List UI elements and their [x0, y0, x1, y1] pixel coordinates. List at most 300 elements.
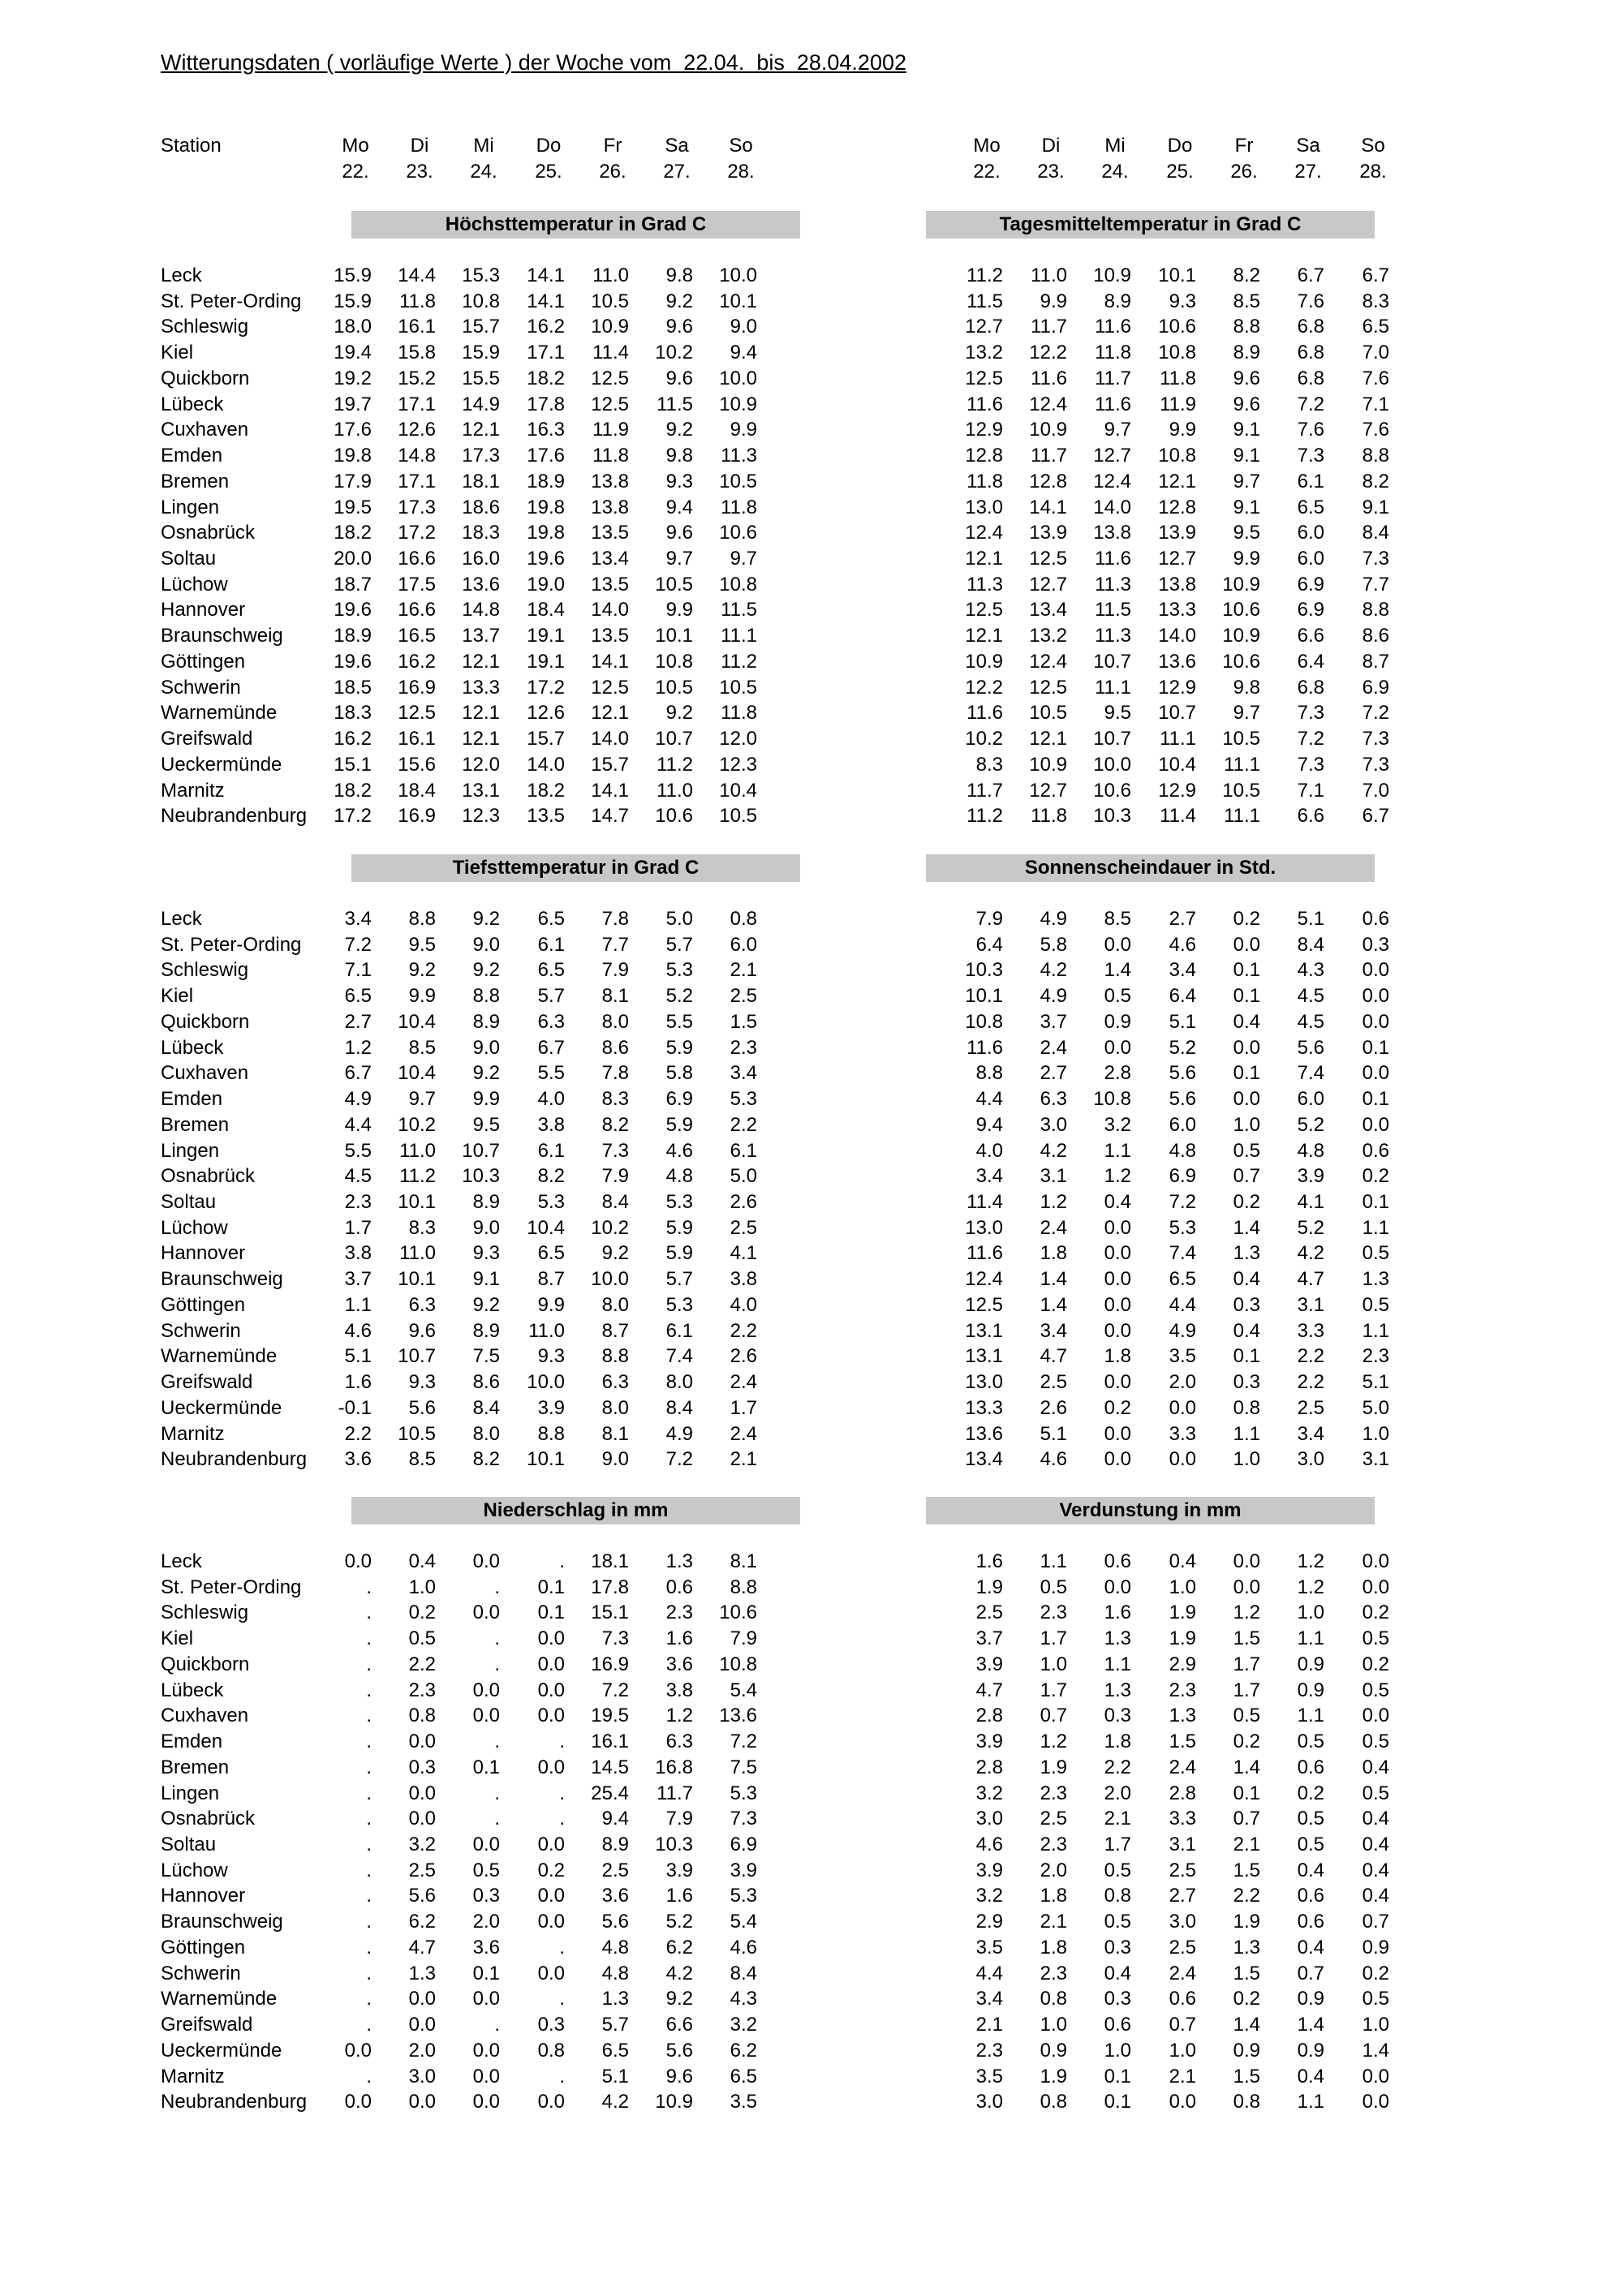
table-cell: 8.0 — [601, 1396, 629, 1419]
table-cell: 5.0 — [730, 1165, 757, 1188]
table-cell: 16.1 — [398, 316, 436, 338]
table-cell: 0.0 — [408, 2014, 436, 2036]
table-cell: 1.5 — [1233, 1962, 1260, 1984]
station-name: Cuxhaven — [161, 1062, 249, 1085]
table-cell: 4.9 — [1169, 1319, 1196, 1342]
table-cell: 11.9 — [1160, 393, 1196, 415]
table-cell: 10.1 — [965, 985, 1003, 1008]
table-cell: 0.1 — [537, 1576, 565, 1598]
day-header: Fr — [1234, 135, 1254, 157]
table-cell: 10.0 — [719, 367, 757, 389]
table-cell: 13.9 — [1158, 522, 1196, 544]
table-cell: 9.3 — [537, 1345, 565, 1368]
table-cell: 2.2 — [730, 1113, 757, 1136]
table-cell: 2.3 — [1040, 1834, 1067, 1856]
day-header: Mo — [342, 135, 369, 157]
table-cell: 11.8 — [721, 496, 757, 518]
table-cell: 0.0 — [472, 1602, 500, 1624]
table-cell: 13.0 — [965, 1216, 1003, 1239]
table-cell: 0.5 — [1362, 1782, 1389, 1804]
table-cell: 16.5 — [398, 625, 436, 647]
table-cell: 5.6 — [1169, 1088, 1196, 1111]
table-cell: 10.5 — [719, 805, 757, 828]
station-name: Emden — [161, 1088, 223, 1111]
table-cell: 2.2 — [344, 1422, 372, 1445]
table-cell: 1.1 — [1362, 1319, 1389, 1342]
table-cell: 0.1 — [1233, 1782, 1260, 1804]
table-cell: 18.2 — [334, 522, 372, 544]
table-cell: 4.4 — [975, 1962, 1003, 1984]
table-cell: 10.1 — [527, 1448, 565, 1471]
date-header: 24. — [1101, 161, 1129, 183]
table-cell: 5.4 — [730, 1911, 757, 1933]
table-cell: 8.2 — [537, 1165, 565, 1188]
station-name: Soltau — [161, 1834, 217, 1856]
date-header: 25. — [535, 161, 562, 183]
station-name: Göttingen — [161, 650, 246, 673]
table-cell: 1.7 — [1104, 1834, 1131, 1856]
table-cell: 11.7 — [1031, 445, 1067, 467]
table-cell: 12.0 — [719, 728, 757, 750]
table-cell: 7.3 — [1297, 445, 1324, 467]
table-cell: 16.2 — [398, 650, 436, 673]
table-cell: 1.0 — [1169, 1576, 1196, 1598]
table-cell: 10.0 — [1093, 753, 1131, 776]
table-cell: 10.9 — [655, 2091, 693, 2113]
table-cell: 0.9 — [1233, 2039, 1260, 2062]
table-cell: 7.6 — [1362, 419, 1389, 441]
table-cell: 1.0 — [1104, 2039, 1131, 2062]
table-cell: 1.4 — [1233, 1756, 1260, 1778]
table-cell: 18.4 — [527, 599, 565, 621]
table-cell: 1.5 — [1233, 1627, 1260, 1650]
table-cell: 12.4 — [1029, 393, 1067, 415]
table-cell: 8.3 — [601, 1088, 629, 1111]
table-cell: 2.3 — [1040, 1602, 1067, 1624]
table-cell: 18.3 — [334, 702, 372, 724]
table-cell: 10.0 — [527, 1371, 565, 1394]
table-cell: 6.9 — [1297, 599, 1324, 621]
table-cell: 9.2 — [472, 959, 500, 982]
table-cell: 4.6 — [665, 1139, 693, 1162]
table-cell: 4.4 — [344, 1113, 372, 1136]
table-cell: 12.4 — [965, 1268, 1003, 1291]
table-cell: 13.0 — [965, 496, 1003, 518]
table-cell: 5.6 — [665, 2039, 693, 2062]
table-cell: 11.6 — [966, 702, 1003, 724]
table-cell: 0.0 — [1362, 985, 1389, 1008]
table-cell: 1.3 — [1169, 1705, 1196, 1727]
table-cell: 5.3 — [730, 1782, 757, 1804]
table-cell: 11.2 — [657, 753, 693, 776]
table-cell: 1.8 — [1040, 1936, 1067, 1958]
station-header: Station — [161, 135, 222, 157]
table-cell: 0.0 — [1362, 1705, 1389, 1727]
table-cell: 6.7 — [344, 1062, 372, 1085]
station-name: St. Peter-Ording — [161, 933, 302, 956]
table-cell: 10.1 — [655, 625, 693, 647]
table-cell: 8.0 — [665, 1371, 693, 1394]
table-cell: 18.0 — [334, 316, 372, 338]
table-cell: 11.4 — [592, 342, 629, 364]
station-name: Warnemünde — [161, 1345, 278, 1368]
table-cell: 4.6 — [1040, 1448, 1067, 1471]
table-cell: 3.1 — [1297, 1293, 1324, 1316]
table-cell: 5.1 — [1297, 908, 1324, 930]
table-cell: 0.0 — [1104, 1371, 1131, 1394]
table-cell: 19.8 — [527, 496, 565, 518]
station-name: Neubrandenburg — [161, 2091, 308, 2113]
table-cell: 9.6 — [665, 522, 693, 544]
table-cell: 8.0 — [472, 1422, 500, 1445]
station-name: Braunschweig — [161, 1268, 283, 1291]
table-cell: 4.1 — [1297, 1191, 1324, 1214]
table-cell: 0.6 — [665, 1576, 693, 1598]
table-cell: 0.2 — [1233, 908, 1260, 930]
table-cell: 6.8 — [1297, 676, 1324, 699]
table-cell: 17.3 — [398, 496, 436, 518]
table-cell: 0.0 — [408, 1988, 436, 2010]
table-cell: 2.6 — [1040, 1396, 1067, 1419]
table-cell: 1.3 — [1104, 1679, 1131, 1701]
station-name: Quickborn — [161, 1653, 250, 1675]
table-cell: 11.0 — [657, 779, 693, 802]
table-cell: 3.1 — [1040, 1165, 1067, 1188]
table-cell: 11.7 — [966, 779, 1003, 802]
table-cell: 0.0 — [472, 2091, 500, 2113]
table-cell: 9.8 — [665, 445, 693, 467]
table-cell: 9.7 — [408, 1088, 436, 1111]
table-cell: 14.8 — [462, 599, 500, 621]
table-cell: 0.1 — [1233, 985, 1260, 1008]
table-cell: 5.7 — [665, 1268, 693, 1291]
table-cell: 8.5 — [408, 1036, 436, 1059]
table-cell: 8.9 — [1104, 290, 1131, 312]
table-cell: 3.9 — [665, 1859, 693, 1881]
table-cell: 11.0 — [1031, 264, 1067, 286]
table-cell: 3.2 — [975, 1885, 1003, 1907]
table-cell: 12.9 — [965, 419, 1003, 441]
table-cell: 9.8 — [1233, 676, 1260, 699]
table-cell: . — [366, 1653, 372, 1675]
table-cell: 0.4 — [1362, 1859, 1389, 1881]
table-cell: 3.3 — [1297, 1319, 1324, 1342]
table-cell: 10.8 — [1158, 342, 1196, 364]
table-cell: 25.4 — [591, 1782, 629, 1804]
table-cell: 12.3 — [719, 753, 757, 776]
table-cell: 2.5 — [975, 1602, 1003, 1624]
table-cell: 0.0 — [344, 1550, 372, 1572]
table-cell: 13.7 — [462, 625, 500, 647]
table-cell: 0.2 — [408, 1602, 436, 1624]
table-cell: 5.7 — [665, 933, 693, 956]
table-cell: 0.0 — [537, 1653, 565, 1675]
table-cell: 3.9 — [975, 1653, 1003, 1675]
table-cell: 0.6 — [1297, 1756, 1324, 1778]
table-cell: 17.8 — [527, 393, 565, 415]
table-cell: 0.0 — [408, 2091, 436, 2113]
table-cell: 15.9 — [462, 342, 500, 364]
table-cell: 1.8 — [1040, 1885, 1067, 1907]
table-cell: 0.4 — [1233, 1268, 1260, 1291]
table-cell: 19.5 — [591, 1705, 629, 1727]
station-name: Lübeck — [161, 393, 224, 415]
table-cell: 0.3 — [1233, 1293, 1260, 1316]
table-cell: 3.4 — [344, 908, 372, 930]
table-cell: 10.7 — [1093, 650, 1131, 673]
table-cell: 4.1 — [730, 1242, 757, 1265]
table-cell: 17.9 — [334, 470, 372, 492]
table-cell: 5.8 — [1040, 933, 1067, 956]
table-cell: 10.3 — [1093, 805, 1131, 828]
table-cell: 16.9 — [591, 1653, 629, 1675]
table-cell: 13.5 — [527, 805, 565, 828]
station-name: Hannover — [161, 1885, 246, 1907]
table-cell: 0.7 — [1233, 1808, 1260, 1830]
table-cell: 9.0 — [730, 316, 757, 338]
table-cell: 2.3 — [665, 1602, 693, 1624]
table-cell: 0.0 — [344, 2039, 372, 2062]
table-cell: 11.5 — [721, 599, 757, 621]
table-cell: 19.5 — [334, 496, 372, 518]
table-cell: 9.1 — [1233, 496, 1260, 518]
table-cell: 8.8 — [730, 1576, 757, 1598]
table-cell: 9.4 — [975, 1113, 1003, 1136]
table-cell: 11.1 — [1160, 728, 1196, 750]
table-cell: 0.1 — [1362, 1088, 1389, 1111]
table-cell: 2.4 — [730, 1422, 757, 1445]
table-cell: 3.8 — [344, 1242, 372, 1265]
table-cell: 5.2 — [1297, 1113, 1324, 1136]
table-cell: 13.2 — [1029, 625, 1067, 647]
table-cell: 11.2 — [966, 264, 1003, 286]
table-cell: 11.7 — [657, 1782, 693, 1804]
table-cell: 3.8 — [730, 1268, 757, 1291]
table-cell: 0.0 — [1104, 1268, 1131, 1291]
table-cell: 3.2 — [408, 1834, 436, 1856]
table-cell: 12.5 — [591, 393, 629, 415]
table-cell: 2.5 — [408, 1859, 436, 1881]
table-cell: 11.8 — [721, 702, 757, 724]
table-cell: 6.9 — [1169, 1165, 1196, 1188]
table-cell: 8.0 — [601, 1293, 629, 1316]
table-cell: . — [366, 1576, 372, 1598]
table-cell: 6.9 — [665, 1088, 693, 1111]
table-cell: 3.9 — [975, 1731, 1003, 1753]
table-cell: 2.4 — [1169, 1756, 1196, 1778]
table-cell: 0.1 — [1104, 2091, 1131, 2113]
station-name: Lüchow — [161, 1859, 228, 1881]
table-cell: 0.2 — [1233, 1731, 1260, 1753]
table-cell: 7.9 — [730, 1627, 757, 1650]
table-cell: 7.3 — [1297, 753, 1324, 776]
table-cell: 5.7 — [537, 985, 565, 1008]
table-cell: 9.2 — [408, 959, 436, 982]
table-cell: 0.1 — [472, 1756, 500, 1778]
table-cell: 10.9 — [1222, 625, 1260, 647]
table-cell: 3.4 — [1297, 1422, 1324, 1445]
table-cell: 1.4 — [1362, 2039, 1389, 2062]
table-cell: 8.5 — [1104, 908, 1131, 930]
table-cell: 10.9 — [1029, 419, 1067, 441]
table-cell: 0.5 — [1362, 1988, 1389, 2010]
station-name: Schleswig — [161, 1602, 249, 1624]
table-cell: 3.9 — [730, 1859, 757, 1881]
table-cell: 1.4 — [1233, 1216, 1260, 1239]
table-cell: 8.6 — [601, 1036, 629, 1059]
table-cell: 8.3 — [408, 1216, 436, 1239]
table-cell: 1.1 — [1297, 2091, 1324, 2113]
station-name: Lüchow — [161, 1216, 228, 1239]
table-cell: 0.7 — [1040, 1705, 1067, 1727]
table-cell: 12.4 — [1093, 470, 1131, 492]
table-cell: 9.2 — [665, 702, 693, 724]
table-cell: 0.0 — [537, 2091, 565, 2113]
table-cell: 9.7 — [1104, 419, 1131, 441]
table-cell: 10.3 — [965, 959, 1003, 982]
table-cell: 1.4 — [1040, 1293, 1067, 1316]
table-cell: 2.2 — [1233, 1885, 1260, 1907]
table-cell: 8.6 — [472, 1371, 500, 1394]
table-cell: 0.4 — [1233, 1010, 1260, 1033]
table-cell: 5.6 — [408, 1396, 436, 1419]
station-name: Quickborn — [161, 367, 250, 389]
table-cell: 7.4 — [665, 1345, 693, 1368]
table-cell: 7.6 — [1297, 290, 1324, 312]
table-cell: 11.0 — [592, 264, 629, 286]
table-cell: . — [366, 1962, 372, 1984]
table-cell: 12.1 — [462, 419, 500, 441]
table-cell: 1.7 — [344, 1216, 372, 1239]
table-cell: 0.0 — [408, 1782, 436, 1804]
table-cell: 10.2 — [591, 1216, 629, 1239]
table-cell: 10.9 — [591, 316, 629, 338]
table-cell: 0.6 — [1362, 908, 1389, 930]
table-cell: 8.4 — [472, 1396, 500, 1419]
table-cell: 1.0 — [1040, 1653, 1067, 1675]
table-cell: . — [366, 1705, 372, 1727]
table-cell: 3.5 — [730, 2091, 757, 2113]
table-cell: 9.0 — [472, 1036, 500, 1059]
station-name: Ueckermünde — [161, 1396, 282, 1419]
table-cell: 4.2 — [1040, 959, 1067, 982]
table-cell: 11.8 — [966, 470, 1003, 492]
table-cell: 0.5 — [1297, 1834, 1324, 1856]
table-cell: 11.3 — [1095, 573, 1131, 595]
table-cell: 10.5 — [1222, 779, 1260, 802]
table-cell: 10.6 — [1222, 650, 1260, 673]
table-cell: 18.9 — [334, 625, 372, 647]
station-name: Soltau — [161, 1191, 217, 1214]
table-cell: 0.3 — [537, 2014, 565, 2036]
table-cell: 12.1 — [591, 702, 629, 724]
table-cell: 2.1 — [1233, 1834, 1260, 1856]
table-cell: 5.3 — [1169, 1216, 1196, 1239]
table-cell: 11.2 — [721, 650, 757, 673]
table-cell: 7.6 — [1297, 419, 1324, 441]
table-cell: 11.2 — [399, 1165, 436, 1188]
table-cell: 10.1 — [398, 1191, 436, 1214]
table-cell: 9.6 — [1233, 367, 1260, 389]
station-name: Warnemünde — [161, 1988, 278, 2010]
table-cell: 4.8 — [601, 1936, 629, 1958]
table-cell: 19.4 — [334, 342, 372, 364]
table-cell: 0.9 — [1297, 1679, 1324, 1701]
table-cell: 1.8 — [1104, 1345, 1131, 1368]
station-name: Schwerin — [161, 1962, 241, 1984]
table-cell: 10.5 — [1029, 702, 1067, 724]
table-cell: 1.7 — [730, 1396, 757, 1419]
table-cell: . — [366, 1756, 372, 1778]
table-cell: 11.5 — [1095, 599, 1131, 621]
table-cell: 15.6 — [398, 753, 436, 776]
table-cell: 12.2 — [965, 676, 1003, 699]
table-cell: 0.7 — [1362, 1911, 1389, 1933]
table-cell: 5.2 — [1169, 1036, 1196, 1059]
table-cell: 0.8 — [408, 1705, 436, 1727]
table-cell: 0.4 — [1297, 2065, 1324, 2087]
table-cell: 17.2 — [398, 522, 436, 544]
table-cell: 8.8 — [601, 1345, 629, 1368]
table-cell: . — [494, 1808, 500, 1830]
table-cell: 5.0 — [1362, 1396, 1389, 1419]
station-name: Ueckermünde — [161, 753, 282, 776]
table-cell: 2.0 — [1169, 1371, 1196, 1394]
table-cell: 12.7 — [1093, 445, 1131, 467]
station-name: Osnabrück — [161, 1165, 256, 1188]
table-cell: 1.0 — [1362, 2014, 1389, 2036]
table-cell: 0.3 — [1104, 1936, 1131, 1958]
table-cell: 9.6 — [1233, 393, 1260, 415]
table-cell: 5.9 — [665, 1036, 693, 1059]
table-cell: 14.0 — [1093, 496, 1131, 518]
station-name: Osnabrück — [161, 522, 256, 544]
table-cell: 3.7 — [975, 1627, 1003, 1650]
table-cell: 14.7 — [591, 805, 629, 828]
table-cell: 2.1 — [730, 1448, 757, 1471]
table-cell: 3.0 — [975, 1808, 1003, 1830]
table-cell: 2.9 — [1169, 1653, 1196, 1675]
table-cell: 1.1 — [1362, 1216, 1389, 1239]
table-cell: 0.7 — [1297, 1962, 1324, 1984]
table-cell: 0.6 — [1362, 1139, 1389, 1162]
table-cell: 10.1 — [398, 1268, 436, 1291]
table-cell: 0.4 — [1104, 1191, 1131, 1214]
table-cell: . — [366, 1627, 372, 1650]
table-cell: 0.0 — [408, 1731, 436, 1753]
table-cell: 9.3 — [665, 470, 693, 492]
table-cell: 0.8 — [1233, 2091, 1260, 2113]
table-cell: 14.5 — [591, 1756, 629, 1778]
table-cell: 9.0 — [601, 1448, 629, 1471]
table-cell: 10.0 — [719, 264, 757, 286]
table-cell: . — [494, 1576, 500, 1598]
table-cell: 0.4 — [1233, 1319, 1260, 1342]
station-name: Bremen — [161, 1113, 230, 1136]
table-cell: 11.6 — [1095, 393, 1131, 415]
table-cell: 8.3 — [975, 753, 1003, 776]
table-cell: 14.0 — [527, 753, 565, 776]
table-cell: 2.6 — [730, 1345, 757, 1368]
table-cell: 1.9 — [1233, 1911, 1260, 1933]
section-title: Verdunstung in mm — [926, 1497, 1375, 1524]
station-name: Osnabrück — [161, 1808, 256, 1830]
table-cell: 6.6 — [665, 2014, 693, 2036]
table-cell: 0.5 — [1233, 1705, 1260, 1727]
table-cell: 0.0 — [472, 2065, 500, 2087]
table-cell: 7.2 — [601, 1679, 629, 1701]
table-cell: 3.0 — [408, 2065, 436, 2087]
